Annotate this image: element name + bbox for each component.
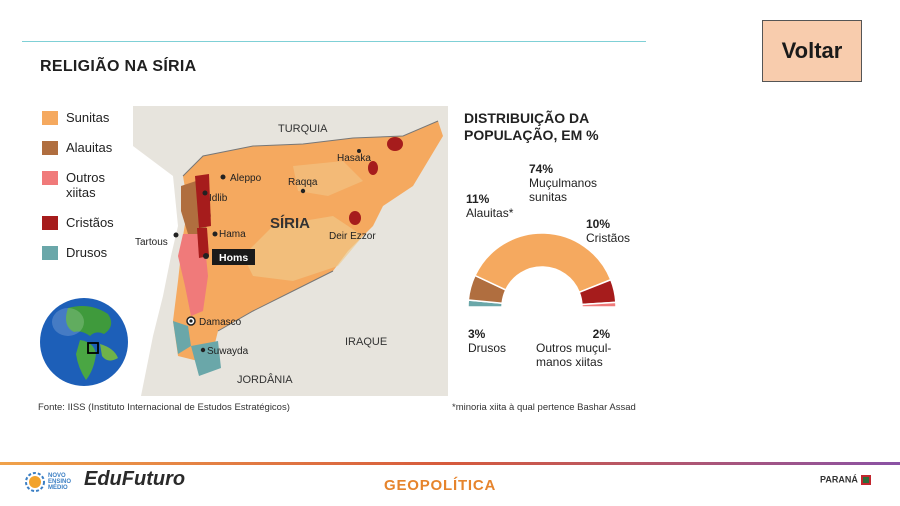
label-hasaka: Hasaka bbox=[337, 153, 371, 164]
legend-label: Cristãos bbox=[66, 215, 114, 230]
legend-label: Alauitas bbox=[66, 140, 113, 155]
legend-item-drusos bbox=[42, 245, 126, 260]
legend-label: Sunitas bbox=[66, 110, 110, 125]
label-deir-ezzor: Deir Ezzor bbox=[329, 231, 376, 242]
distribution-title: DISTRIBUIÇÃO DA POPULAÇÃO, EM % bbox=[464, 110, 599, 143]
parana-emblem-icon bbox=[860, 474, 872, 486]
globe-locator bbox=[38, 296, 130, 388]
label-raqqa: Raqqa bbox=[288, 177, 318, 188]
legend-swatch bbox=[42, 246, 58, 260]
footnote: *minoria xiita à qual pertence Bashar Assad bbox=[452, 402, 636, 413]
pct-outros-xiitas: 2% bbox=[592, 327, 610, 341]
label-damasco: Damasco bbox=[199, 317, 242, 328]
legend-swatch bbox=[42, 216, 58, 230]
label-tartous: Tartous bbox=[135, 237, 168, 248]
desc-drusos: Drusos bbox=[468, 341, 507, 355]
label-jordania: JORDÂNIA bbox=[237, 374, 293, 386]
page-title: RELIGIÃO NA SÍRIA bbox=[40, 58, 197, 75]
christian-area-hasaka bbox=[387, 137, 403, 151]
edufuturo-logo: EduFuturo bbox=[84, 468, 186, 490]
novo-ensino-medio-text: NOVO ENSINO MÉDIO bbox=[48, 473, 72, 491]
desc-cristaos: Cristãos bbox=[586, 231, 631, 245]
pct-alauitas: 11% bbox=[466, 192, 490, 206]
top-divider bbox=[22, 41, 646, 42]
label-aleppo: Aleppo bbox=[230, 173, 262, 184]
label-suwayda: Suwayda bbox=[207, 346, 249, 357]
label-cristaos bbox=[586, 217, 630, 245]
legend-item-sunitas bbox=[42, 110, 126, 125]
novo-ensino-medio-logo bbox=[25, 472, 78, 492]
city-marker-raqqa bbox=[301, 189, 305, 193]
label-turquia: TURQUIA bbox=[278, 123, 328, 135]
city-marker-homs bbox=[203, 253, 209, 259]
legend-item-cristaos bbox=[42, 215, 126, 230]
legend-swatch bbox=[42, 171, 58, 185]
legend-item-outros-xiitas bbox=[42, 170, 126, 200]
label-alauitas bbox=[466, 192, 513, 220]
city-marker-tartous bbox=[174, 233, 179, 238]
city-marker-hama bbox=[213, 232, 218, 237]
desc-outros-xiitas: Outros muçul- manos xiitas bbox=[536, 341, 612, 369]
capital-marker-dot bbox=[189, 319, 192, 322]
footer-section-title: GEOPOLÍTICA bbox=[384, 477, 497, 494]
label-hama: Hama bbox=[219, 229, 246, 240]
legend-label: Outros xiitas bbox=[66, 170, 106, 200]
desc-sunitas: Muçulmanos sunitas bbox=[529, 176, 598, 204]
label-homs: Homs bbox=[219, 252, 249, 264]
globe-highlight bbox=[52, 308, 84, 336]
voltar-button[interactable]: Voltar bbox=[762, 20, 862, 82]
label-sunitas bbox=[529, 162, 609, 204]
parana-logo bbox=[820, 474, 872, 486]
city-marker-suwayda bbox=[201, 348, 205, 352]
label-siria: SÍRIA bbox=[270, 215, 311, 232]
legend-swatch bbox=[42, 141, 58, 155]
city-marker-aleppo bbox=[221, 175, 226, 180]
pct-sunitas: 74% bbox=[529, 162, 554, 176]
parana-text: PARANÁ bbox=[820, 474, 858, 485]
footer-gradient-bar bbox=[0, 462, 900, 465]
city-marker-idlib bbox=[203, 191, 208, 196]
pct-drusos: 3% bbox=[468, 327, 486, 341]
label-idlib: Idlib bbox=[209, 193, 228, 204]
source-note: Fonte: IISS (Instituto Internacional de Estudos Estratégicos) bbox=[38, 402, 290, 413]
legend-swatch bbox=[42, 111, 58, 125]
sun-logo-icon bbox=[25, 472, 45, 492]
pct-cristaos: 10% bbox=[586, 217, 611, 231]
christian-area-deir-ezzor bbox=[349, 211, 361, 225]
label-iraque: IRAQUE bbox=[345, 336, 388, 348]
label-outros-xiitas bbox=[536, 327, 624, 369]
desc-alauitas: Alauitas* bbox=[466, 206, 514, 220]
syria-religion-map bbox=[133, 106, 448, 396]
legend-label: Drusos bbox=[66, 245, 108, 260]
legend-item-alauitas bbox=[42, 140, 126, 155]
label-drusos bbox=[468, 327, 506, 355]
